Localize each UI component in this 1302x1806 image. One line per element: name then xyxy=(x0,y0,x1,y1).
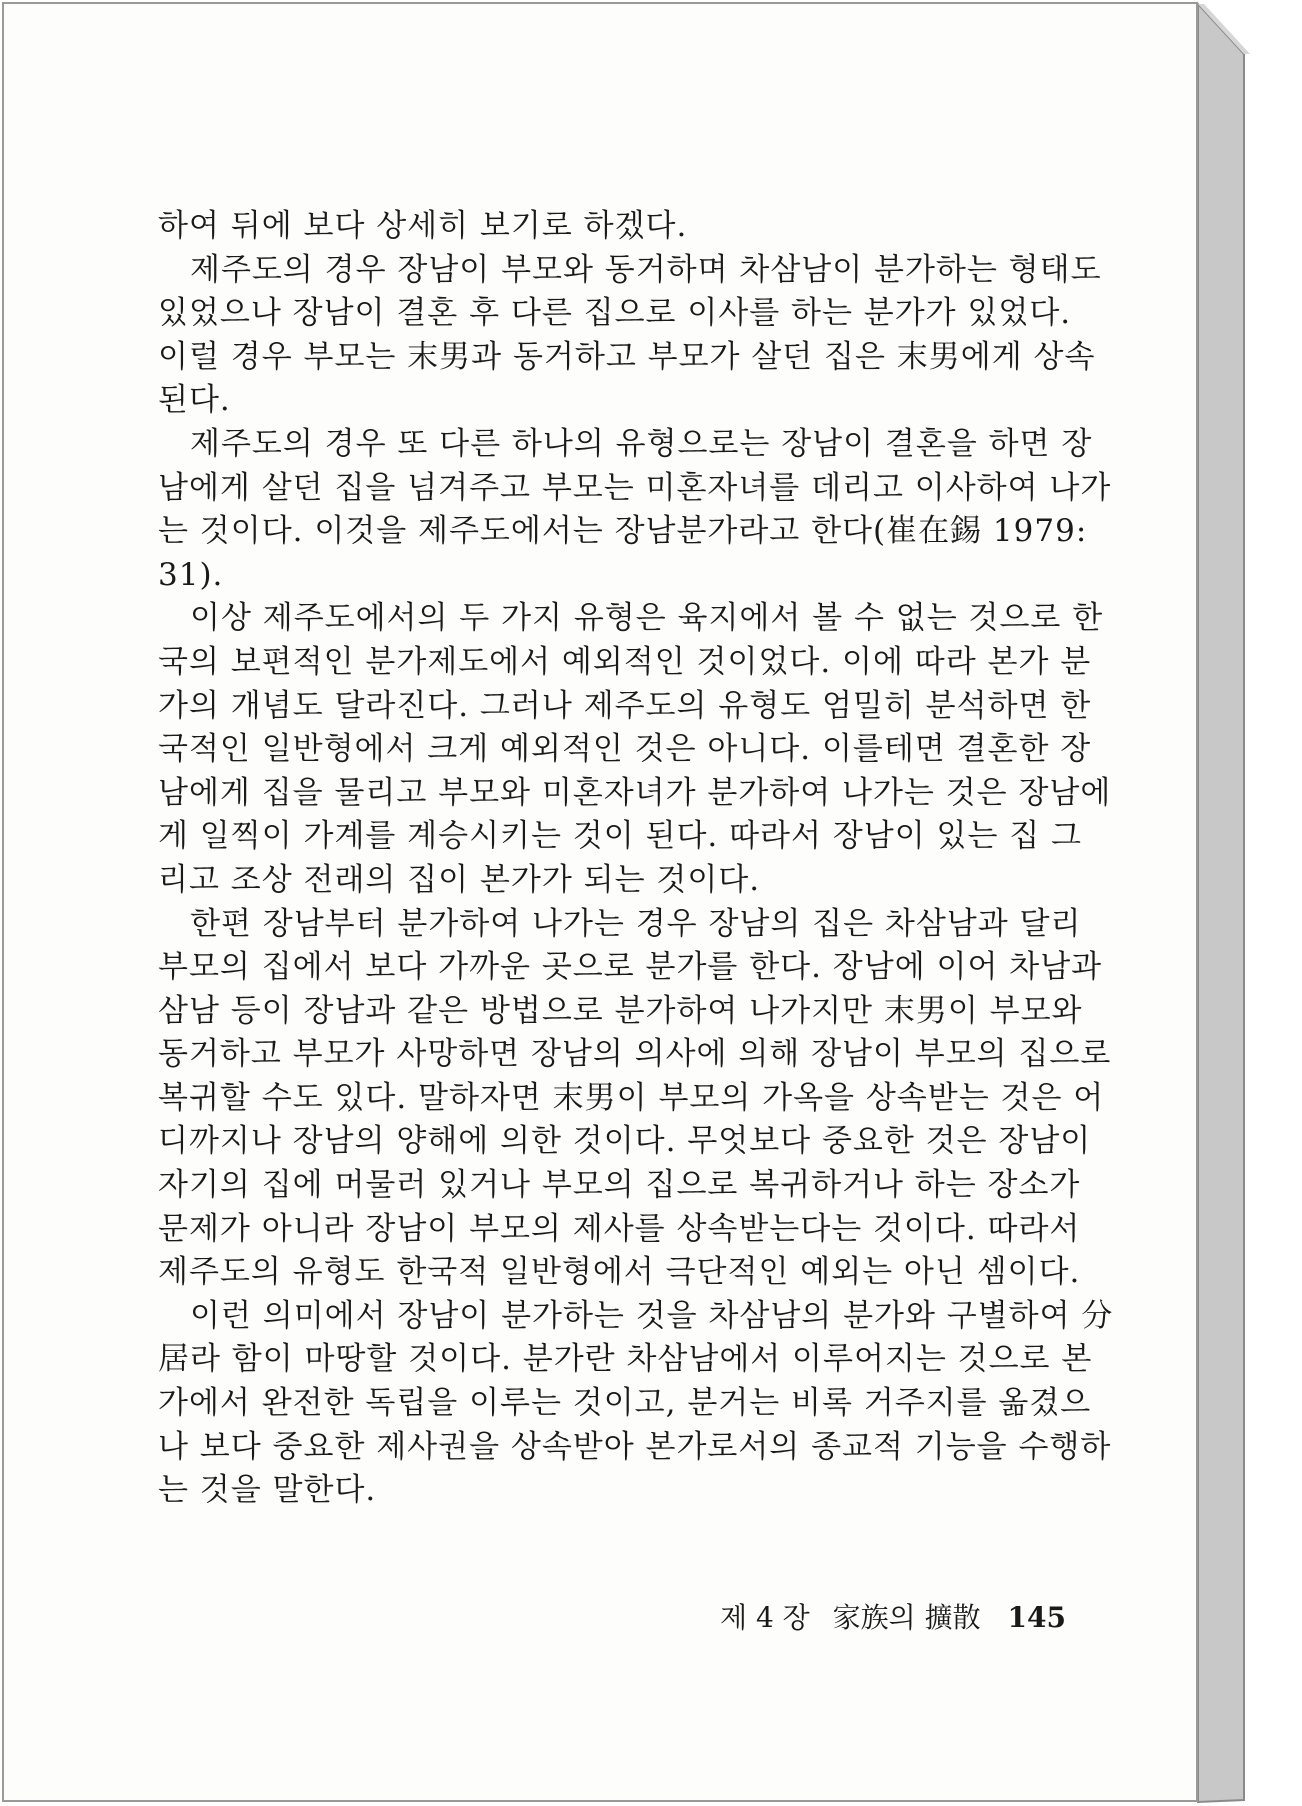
text-line: 31). xyxy=(158,556,224,593)
paragraph xyxy=(158,205,1062,249)
text-line: 가의 개념도 달라진다. 그러나 제주도의 유형도 엄밀히 분석하면 한 xyxy=(158,687,1092,724)
footer-chapter: 제 4 장 xyxy=(720,1601,810,1634)
page-number: 145 xyxy=(1007,1601,1066,1634)
paragraph xyxy=(158,903,1112,1295)
running-footer xyxy=(720,1596,1066,1636)
text-line: 이상 제주도에서의 두 가지 유형은 육지에서 볼 수 없는 것으로 한 xyxy=(190,600,1104,637)
text-line: 국의 보편적인 분가제도에서 예외적인 것이었다. 이에 따라 본가 분 xyxy=(158,643,1092,680)
text-line: 복귀할 수도 있다. 말하자면 末男이 부모의 가옥을 상속받는 것은 어 xyxy=(158,1079,1105,1116)
text-line: 리고 조상 전래의 집이 본가가 되는 것이다. xyxy=(158,861,761,898)
text-line: 국적인 일반형에서 크게 예외적인 것은 아니다. 이를테면 결혼한 장 xyxy=(158,731,1092,768)
text-line: 이럴 경우 부모는 末男과 동거하고 부모가 살던 집은 末男에게 상속 xyxy=(158,338,1096,375)
text-line: 한편 장남부터 분가하여 나가는 경우 장남의 집은 차삼남과 달리 xyxy=(190,905,1082,942)
text-line: 디까지나 장남의 양해에 의한 것이다. 무엇보다 중요한 것은 장남이 xyxy=(158,1123,1092,1160)
text-line: 남에게 살던 집을 넘겨주고 부모는 미혼자녀를 데리고 이사하여 나가 xyxy=(158,469,1112,506)
footer-chapter-title: 家族의 擴散 xyxy=(832,1601,981,1634)
text-line: 이런 의미에서 장남이 분가하는 것을 차삼남의 분가와 구별하여 分 xyxy=(190,1297,1114,1334)
text-line: 는 것이다. 이것을 제주도에서는 장남분가라고 한다(崔在錫 1979: xyxy=(158,513,1088,550)
text-line: 문제가 아니라 장남이 부모의 제사를 상속받는다는 것이다. 따라서 xyxy=(158,1210,1081,1247)
text-line: 居라 함이 마땅할 것이다. 분가란 차삼남에서 이루어지는 것으로 본 xyxy=(158,1341,1093,1378)
text-line: 자기의 집에 머물러 있거나 부모의 집으로 복귀하거나 하는 장소가 xyxy=(158,1167,1081,1204)
text-line: 부모의 집에서 보다 가까운 곳으로 분가를 한다. 장남에 이어 차남과 xyxy=(158,949,1103,986)
paragraph xyxy=(158,423,1112,597)
text-line: 가에서 완전한 독립을 이루는 것이고, 분거는 비록 거주지를 옮겼으 xyxy=(158,1385,1092,1422)
body-text xyxy=(158,205,1114,1513)
text-line: 삼남 등이 장남과 같은 방법으로 분가하여 나가지만 末男이 부모와 xyxy=(158,992,1083,1029)
text-line: 된다. xyxy=(158,382,231,419)
text-line: 남에게 집을 물리고 부모와 미혼자녀가 분가하여 나가는 것은 장남에 xyxy=(158,774,1112,811)
text-line: 제주도의 경우 장남이 부모와 동거하며 차삼남이 분가하는 형태도 xyxy=(190,251,1102,288)
paragraph xyxy=(158,597,1112,902)
text-line: 나 보다 중요한 제사권을 상속받아 본가로서의 종교적 기능을 수행하 xyxy=(158,1428,1112,1465)
text-line: 제주도의 경우 또 다른 하나의 유형으로는 장남이 결혼을 하면 장 xyxy=(190,425,1093,462)
text-line: 있었으나 장남이 결혼 후 다른 집으로 이사를 하는 분가가 있었다. xyxy=(158,295,1072,332)
text-line: 제주도의 유형도 한국적 일반형에서 극단적인 예외는 아닌 셈이다. xyxy=(158,1254,1081,1291)
paragraph xyxy=(158,1295,1114,1513)
text-line: 하여 뒤에 보다 상세히 보기로 하겠다. xyxy=(158,208,688,244)
text-line: 는 것을 말한다. xyxy=(158,1472,377,1509)
text-line: 게 일찍이 가계를 계승시키는 것이 된다. 따라서 장남이 있는 집 그 xyxy=(158,818,1082,855)
paragraph xyxy=(158,249,1102,423)
text-line: 동거하고 부모가 사망하면 장남의 의사에 의해 장남이 부모의 집으로 xyxy=(158,1036,1112,1073)
